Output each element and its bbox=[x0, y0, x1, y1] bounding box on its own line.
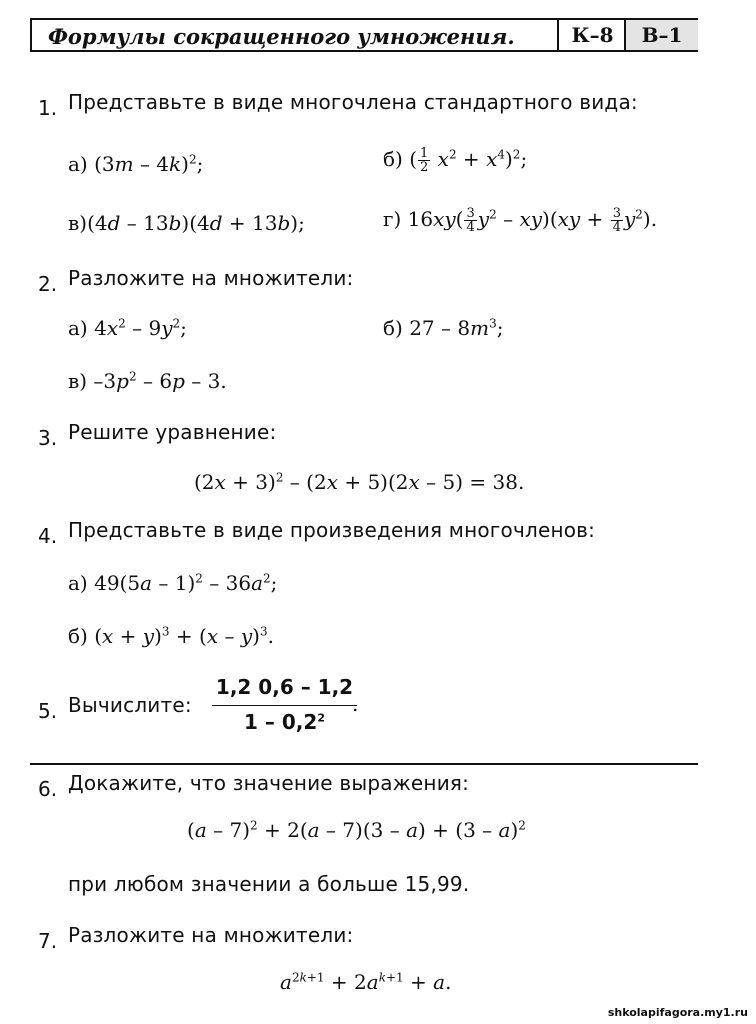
item-label: б) bbox=[383, 147, 403, 171]
fraction: $\frac{3}{4}$ bbox=[612, 206, 621, 235]
expr-4b: б) $(x + y)^3 + (x - y)^3$. bbox=[68, 624, 274, 648]
expr-1g: г) 16xy( $\frac{3}{4}$ $y^2 - xy)(xy$ + $\frac{3}{4}$ $y^2$). bbox=[383, 206, 658, 235]
expression-7: $a^{2k+1} + 2a^{k+1} + a$. bbox=[280, 970, 452, 994]
item-label: а) bbox=[68, 571, 88, 595]
header-box bbox=[30, 18, 698, 52]
calc-numerator: 1,2 0,6 – 1,2 bbox=[212, 675, 357, 706]
item-label: в) bbox=[68, 369, 88, 393]
task-text: Представьте в виде многочлена стандартного вида: bbox=[68, 90, 638, 114]
expr-4a: а) $49(5a - 1)^2 - 36a^2$; bbox=[68, 571, 278, 595]
task-text: Докажите, что значение выражения: bbox=[68, 771, 470, 795]
fraction: $\frac{3}{4}$ bbox=[466, 206, 475, 235]
task-text: Разложите на множители: bbox=[68, 266, 354, 290]
expr-1a: а) (3m – 4k)$^2$; bbox=[68, 152, 204, 176]
variant-cell: В–1 bbox=[624, 20, 698, 50]
item-label: а) bbox=[68, 316, 88, 340]
expr-2a: а) $4x^2 - 9y^2$; bbox=[68, 316, 187, 340]
divider bbox=[30, 763, 698, 765]
task-number: 4. bbox=[38, 524, 58, 548]
item-label: б) bbox=[68, 624, 88, 648]
item-label: б) bbox=[383, 316, 403, 340]
task-number: 2. bbox=[38, 272, 58, 296]
page-title: Формулы сокращенного умножения. bbox=[48, 24, 515, 49]
expr-2b: б) $27 - 8m^3$; bbox=[383, 316, 504, 340]
task-text: Представьте в виде произведения многочленов: bbox=[68, 518, 596, 542]
calc-denominator: $1 - 0,2^2$ bbox=[244, 710, 325, 734]
expr-1v: в)(4d – 13b)(4d + 13b); bbox=[68, 211, 305, 235]
task-text: Вычислите: bbox=[68, 693, 192, 717]
footer-watermark: shkolapifagora.my1.ru bbox=[607, 1006, 748, 1019]
expr-1b: б) ( $\frac{1}{2}$ $x^2 + x^4)^2$; bbox=[383, 146, 528, 175]
task-number: 6. bbox=[38, 777, 58, 801]
item-label: в) bbox=[68, 211, 88, 235]
class-cell: К–8 bbox=[557, 20, 626, 50]
task-number: 1. bbox=[38, 96, 58, 120]
item-label: а) bbox=[68, 152, 88, 176]
task-note: при любом значении a больше 15,99. bbox=[68, 872, 470, 896]
calc-period: . bbox=[352, 692, 359, 716]
item-label: г) bbox=[383, 207, 402, 231]
expression-6: (a – 7)$^2$ + 2(a – 7)(3 – a) + (3 – a)$^2$ bbox=[187, 818, 526, 842]
fraction: $\frac{1}{2}$ bbox=[420, 146, 429, 175]
task-text: Решите уравнение: bbox=[68, 420, 277, 444]
equation: $(2x + 3)^2 - (2x + 5)(2x - 5) = 38$. bbox=[194, 470, 525, 494]
expr-2v: в) $-3p^2 - 6p - 3$. bbox=[68, 369, 227, 393]
task-number: 3. bbox=[38, 426, 58, 450]
task-number: 5. bbox=[38, 699, 58, 723]
task-text: Разложите на множители: bbox=[68, 923, 354, 947]
calc-fraction bbox=[212, 675, 357, 734]
task-number: 7. bbox=[38, 929, 58, 953]
